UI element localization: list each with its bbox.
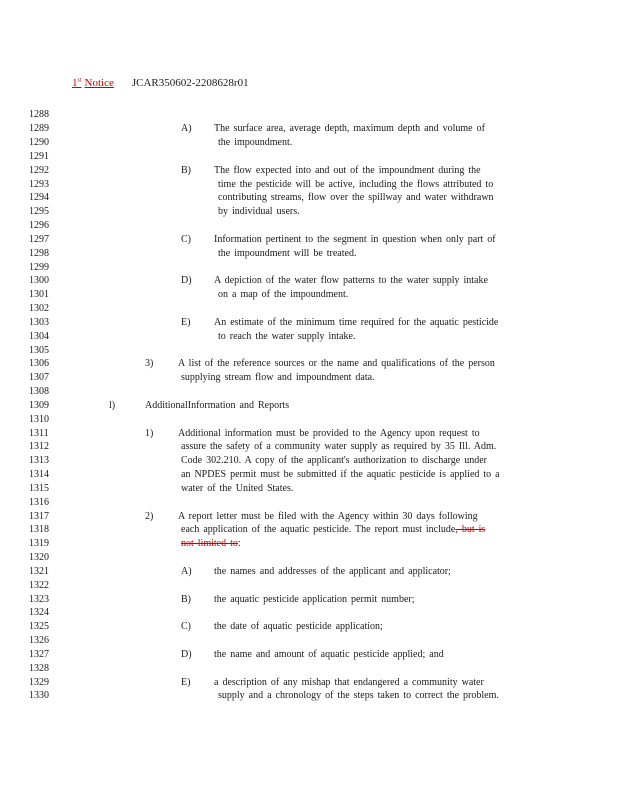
clause-text: the names and addresses of the applicant and applicator;	[214, 566, 451, 577]
clause-text: A report letter must be filed with the Agency within 30 days following	[178, 511, 478, 522]
line-number: 1319	[29, 538, 49, 549]
line-number: 1292	[29, 165, 49, 176]
page-header	[72, 77, 249, 89]
clause-text: time the pesticide will be active, including the flows attributed to	[218, 179, 494, 190]
line-number: 1324	[29, 607, 49, 618]
line-number: 1307	[29, 372, 49, 383]
line-number: 1294	[29, 192, 49, 203]
section-label: l)	[109, 400, 116, 411]
clause-label: D)	[181, 275, 192, 286]
line-number: 1312	[29, 441, 49, 452]
clause-text	[181, 539, 241, 549]
clause-text: An estimate of the minimum time required for the aquatic pesticide	[214, 317, 499, 328]
deleted-text: , but is	[455, 524, 486, 535]
line-number: 1320	[29, 552, 49, 563]
clause-text: the impoundment will be treated.	[218, 248, 357, 259]
clause-text: the impoundment.	[218, 137, 293, 148]
line-number: 1289	[29, 123, 49, 134]
deleted-text: not limited to	[181, 538, 238, 549]
line-number: 1296	[29, 220, 49, 231]
line-number: 1321	[29, 566, 49, 577]
line-number: 1288	[29, 109, 49, 120]
line-number: 1302	[29, 303, 49, 314]
notice-stage: 1st Notice	[72, 77, 114, 89]
line-number: 1309	[29, 400, 49, 411]
line-number: 1316	[29, 497, 49, 508]
clause-text: Information pertinent to the segment in question when only part of	[214, 234, 496, 245]
line-number: 1313	[29, 455, 49, 466]
clause-text: on a map of the impoundment.	[218, 289, 349, 300]
line-number: 1308	[29, 386, 49, 397]
line-number: 1311	[29, 428, 49, 439]
line-number: 1315	[29, 483, 49, 494]
line-number: 1318	[29, 524, 49, 535]
clause-text: by individual users.	[218, 206, 300, 217]
clause-text: to reach the water supply intake.	[218, 331, 356, 342]
clause-text: contributing streams, flow over the spillway and water withdrawn	[218, 192, 494, 203]
line-number: 1293	[29, 179, 49, 190]
clause-text: an NPDES permit must be submitted if the aquatic pesticide is applied to a	[181, 469, 500, 480]
line-number: 1305	[29, 345, 49, 356]
line-number: 1300	[29, 275, 49, 286]
clause-text	[181, 525, 485, 535]
line-number: 1329	[29, 677, 49, 688]
clause-text: a description of any mishap that endangered a community water	[214, 677, 484, 688]
line-number: 1303	[29, 317, 49, 328]
clause-label: 2)	[145, 511, 154, 522]
line-number: 1310	[29, 414, 49, 425]
line-number: 1306	[29, 358, 49, 369]
line-number: 1322	[29, 580, 49, 591]
clause-text: Additional information must be provided to the Agency upon request to	[178, 428, 480, 439]
line-number: 1325	[29, 621, 49, 632]
clause-label: D)	[181, 649, 192, 660]
line-number: 1295	[29, 206, 49, 217]
line-number: 1299	[29, 262, 49, 273]
document-id: JCAR350602-2208628r01	[131, 77, 249, 89]
clause-text-normal: each application of the aquatic pesticide. The report must include	[181, 524, 456, 535]
clause-text: A list of the reference sources or the name and qualifications of the person	[178, 358, 495, 369]
clause-text: supply and a chronology of the steps taken to correct the problem.	[218, 690, 499, 701]
clause-text: A depiction of the water flow patterns to the water supply intake	[214, 275, 488, 286]
clause-label: A)	[181, 566, 192, 577]
line-number: 1326	[29, 635, 49, 646]
section-title: AdditionalInformation and Reports	[145, 400, 290, 411]
line-number: 1298	[29, 248, 49, 259]
clause-label: 1)	[145, 428, 154, 439]
line-number: 1323	[29, 594, 49, 605]
clause-text: supplying stream flow and impoundment data.	[181, 372, 375, 383]
line-number: 1297	[29, 234, 49, 245]
clause-label: 3)	[145, 358, 154, 369]
clause-text: the date of aquatic pesticide application;	[214, 621, 383, 632]
line-number: 1317	[29, 511, 49, 522]
clause-label: A)	[181, 123, 192, 134]
line-number: 1314	[29, 469, 49, 480]
clause-text: the aquatic pesticide application permit number;	[214, 594, 415, 605]
clause-label: E)	[181, 677, 191, 688]
clause-label: C)	[181, 621, 191, 632]
line-number: 1291	[29, 151, 49, 162]
clause-label: B)	[181, 594, 191, 605]
clause-text: Code 302.210. A copy of the applicant's authorization to discharge under	[181, 455, 487, 466]
clause-text: the name and amount of aquatic pesticide applied; and	[214, 649, 444, 660]
clause-label: C)	[181, 234, 191, 245]
clause-text-normal: :	[237, 538, 241, 549]
clause-label: E)	[181, 317, 191, 328]
line-number: 1328	[29, 663, 49, 674]
line-number: 1304	[29, 331, 49, 342]
line-number: 1330	[29, 690, 49, 701]
line-number: 1327	[29, 649, 49, 660]
clause-text: The surface area, average depth, maximum depth and volume of	[214, 123, 485, 134]
clause-text: water of the United States.	[181, 483, 294, 494]
clause-label: B)	[181, 165, 191, 176]
line-number: 1290	[29, 137, 49, 148]
line-number: 1301	[29, 289, 49, 300]
clause-text: The flow expected into and out of the impoundment during the	[214, 165, 481, 176]
clause-text: assure the safety of a community water supply as required by 35 Ill. Adm.	[181, 441, 497, 452]
